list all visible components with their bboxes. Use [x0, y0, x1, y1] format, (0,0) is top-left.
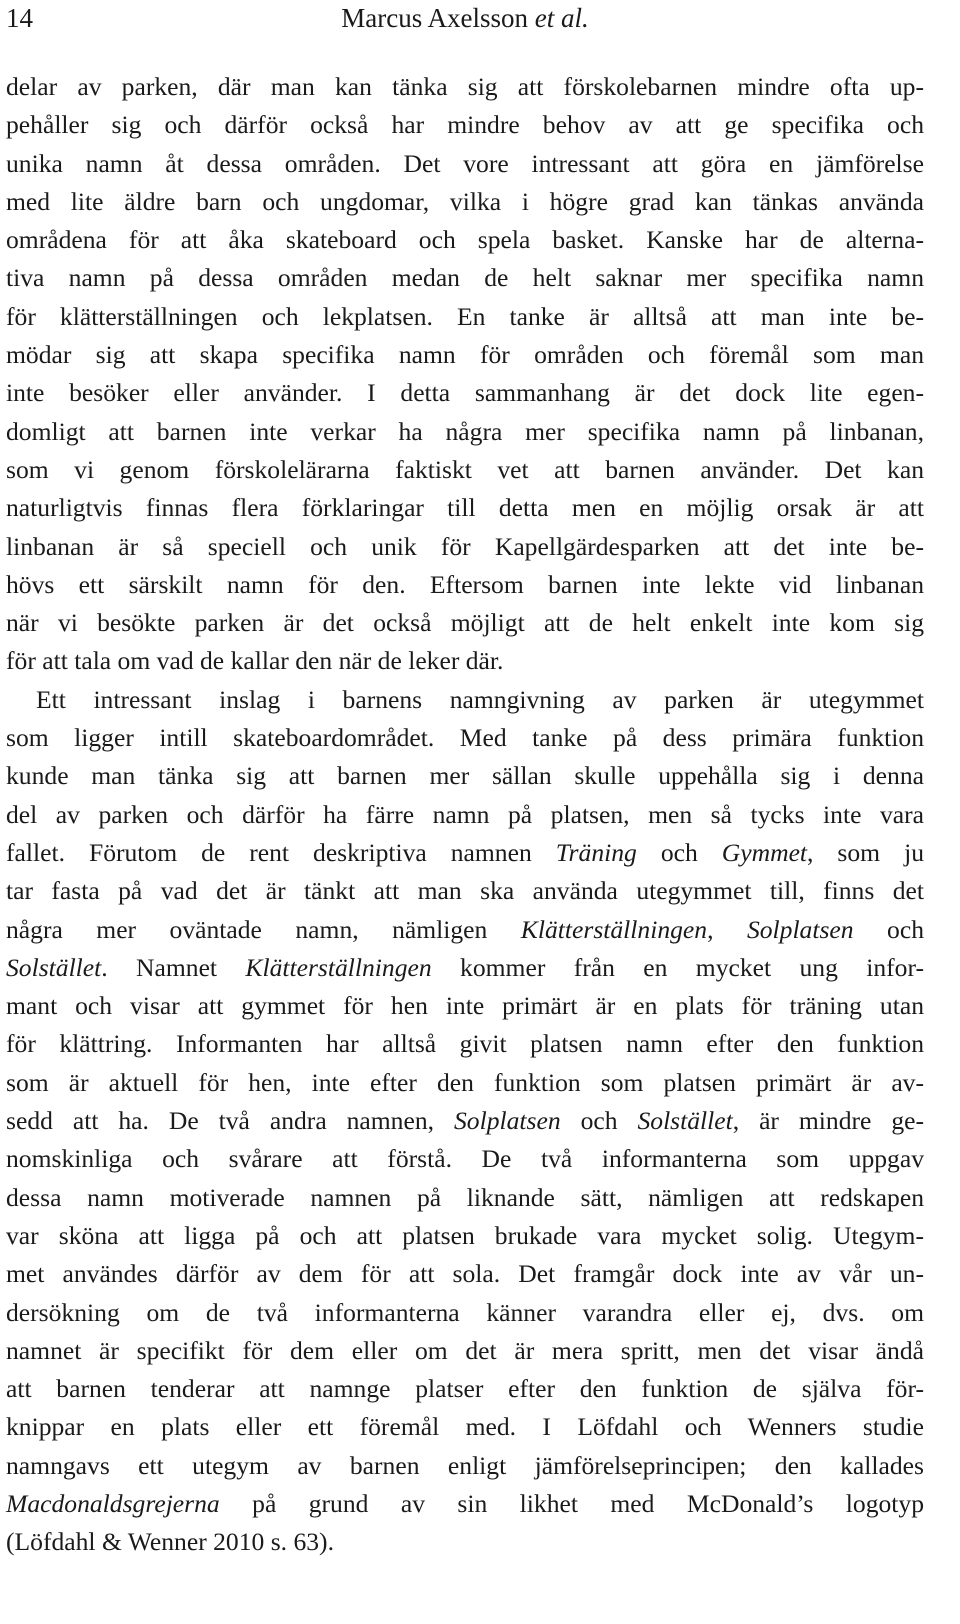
text-segment: pehåller sig och därför också har mindre behov av att ge specifika och: [6, 110, 924, 140]
text-segment: , som ju: [807, 837, 924, 867]
text-segment: hövs ett särskilt namn för den. Eftersom barnen inte lekte vid linbanan: [6, 569, 924, 599]
text-segment-italic: Klätterställningen: [245, 952, 432, 982]
text-line: [6, 1408, 924, 1446]
text-segment: fallet. Förutom de rent deskriptiva namnen: [6, 837, 556, 867]
text-segment-italic: Solstället: [6, 952, 102, 982]
text-segment-italic: Solplatsen: [746, 914, 854, 944]
running-title-authors: Marcus Axelsson: [341, 3, 535, 33]
text-segment-italic: Klätterställningen: [520, 914, 708, 944]
text-line: [6, 106, 924, 144]
book-page: [6, 0, 924, 1624]
text-segment: domligt att barnen inte verkar ha några mer specifika namn på linbanan,: [6, 416, 924, 446]
text-segment: när vi besökte parken är det också möjligt att de helt enkelt inte kom sig: [6, 608, 924, 638]
text-segment: för klättring. Informanten har alltså givit platsen namn efter den funktion: [6, 1029, 924, 1059]
text-segment: namngavs ett utegym av barnen enligt jämförelseprincipen; den kallades: [6, 1450, 924, 1480]
text-line: [6, 1217, 924, 1255]
text-segment: och: [636, 837, 722, 867]
text-segment: delar av parken, där man kan tänka sig att förskolebarnen mindre ofta up-: [6, 72, 924, 101]
text-line: [6, 719, 924, 757]
text-line: [6, 949, 924, 987]
text-segment: att barnen tenderar att namnge platser efter den funktion de själva för-: [6, 1374, 924, 1404]
text-segment: Ett intressant inslag i barnens namngivning av parken är utegymmet: [36, 684, 924, 714]
text-segment: för att tala om vad de kallar den när de leker där.: [6, 646, 504, 676]
text-segment: namnet är specifikt för dem eller om det är mera spritt, men det visar ändå: [6, 1335, 924, 1365]
text-segment: mödar sig att skapa specifika namn för områden och föremål som man: [6, 340, 924, 370]
text-line: [6, 1102, 924, 1140]
text-line: [6, 1025, 924, 1063]
text-segment: met användes därför av dem för att sola. Det framgår dock inte av vår un-: [6, 1259, 924, 1289]
page-number: 14: [6, 3, 33, 33]
text-line: [6, 183, 924, 221]
text-line: [6, 145, 924, 183]
text-segment: med lite äldre barn och ungdomar, vilka i högre grad kan tänkas använda: [6, 186, 924, 216]
text-line: [6, 872, 924, 910]
text-segment: och: [560, 1106, 638, 1136]
text-line: [6, 757, 924, 795]
text-segment: mant och visar att gymmet för hen inte primärt är en plats för träning utan: [6, 991, 924, 1021]
text-line: [6, 911, 924, 949]
text-segment: som vi genom förskolelärarna faktiskt vet att barnen använder. Det kan: [6, 454, 924, 484]
text-segment-italic: Solplatsen: [453, 1106, 561, 1136]
running-head: [6, 0, 924, 36]
text-line: [6, 1140, 924, 1178]
text-line: [6, 1370, 924, 1408]
text-line: [6, 1294, 924, 1332]
text-segment: dersökning om de två informanterna känner varandra eller ej, dvs. om: [6, 1297, 924, 1327]
text-segment: områdena för att åka skateboard och spela basket. Kanske har de alterna-: [6, 225, 924, 255]
text-line: [6, 528, 924, 566]
text-segment: (Löfdahl & Wenner 2010 s. 63).: [6, 1527, 334, 1557]
text-line: [6, 1523, 924, 1561]
text-line: [6, 489, 924, 527]
text-segment-italic: Gymmet: [721, 837, 808, 867]
text-segment: sedd att ha. De två andra namnen,: [6, 1106, 454, 1136]
text-line: [6, 68, 924, 106]
text-segment: på grund av sin likhet med McDonald’s logotyp: [219, 1488, 924, 1518]
text-segment: var sköna att ligga på och att platsen brukade vara mycket solig. Utegym-: [6, 1220, 924, 1250]
running-title-etal: et al.: [534, 3, 589, 33]
text-segment: dessa namn motiverade namnen på liknande sätt, nämligen att redskapen: [6, 1182, 924, 1212]
text-segment-italic: Solstället: [637, 1106, 733, 1136]
text-segment: unika namn åt dessa områden. Det vore intressant att göra en jämförelse: [6, 148, 924, 178]
text-line: [6, 681, 924, 719]
text-line: [6, 987, 924, 1025]
text-line: [6, 604, 924, 642]
running-title: [6, 0, 924, 36]
text-segment: knippar en plats eller ett föremål med. I Löfdahl och Wenners studie: [6, 1412, 924, 1442]
text-segment: för klätterställningen och lekplatsen. En tanke är alltså att man inte be-: [6, 301, 924, 331]
text-segment: naturligtvis finnas flera förklaringar till detta men en möjlig orsak är att: [6, 493, 924, 523]
text-segment-italic: Macdonaldsgrejerna: [6, 1488, 220, 1518]
text-segment: del av parken och därför ha färre namn på platsen, men så tycks inte vara: [6, 799, 924, 829]
text-segment: kommer från en mycket ung infor-: [431, 952, 924, 982]
text-segment: tar fasta på vad det är tänkt att man ska använda utegymmet till, finns det: [6, 876, 924, 906]
text-line: [6, 451, 924, 489]
body-text: [6, 68, 924, 1562]
text-line: [6, 642, 924, 680]
text-line: [6, 796, 924, 834]
text-line: [6, 336, 924, 374]
text-segment: kunde man tänka sig att barnen mer sällan skulle uppehålla sig i denna: [6, 761, 924, 791]
text-segment: och: [853, 914, 924, 944]
text-line: [6, 413, 924, 451]
text-segment: . Namnet: [101, 952, 246, 982]
text-segment: tiva namn på dessa områden medan de helt saknar mer specifika namn: [6, 263, 924, 293]
text-line: [6, 1447, 924, 1485]
text-line: [6, 374, 924, 412]
text-line: [6, 1179, 924, 1217]
text-line: [6, 1485, 924, 1523]
text-segment: som är aktuell för hen, inte efter den funktion som platsen primärt är av-: [6, 1067, 924, 1097]
text-line: [6, 1064, 924, 1102]
text-segment: några mer oväntade namn, nämligen: [6, 914, 521, 944]
text-line: [6, 566, 924, 604]
text-line: [6, 298, 924, 336]
text-segment: nomskinliga och svårare att förstå. De två informanterna som uppgav: [6, 1144, 924, 1174]
text-segment-italic: Träning: [555, 837, 637, 867]
text-line: [6, 221, 924, 259]
text-segment: , är mindre ge-: [732, 1106, 925, 1136]
text-segment: som ligger intill skateboardområdet. Med tanke på dess primära funktion: [6, 723, 924, 753]
text-line: [6, 834, 924, 872]
text-line: [6, 259, 924, 297]
text-segment: ,: [707, 914, 747, 944]
text-segment: inte besöker eller använder. I detta sammanhang är det dock lite egen-: [6, 378, 924, 408]
text-line: [6, 1332, 924, 1370]
text-segment: linbanan är så speciell och unik för Kapellgärdesparken att det inte be-: [6, 531, 924, 561]
text-line: [6, 1255, 924, 1293]
